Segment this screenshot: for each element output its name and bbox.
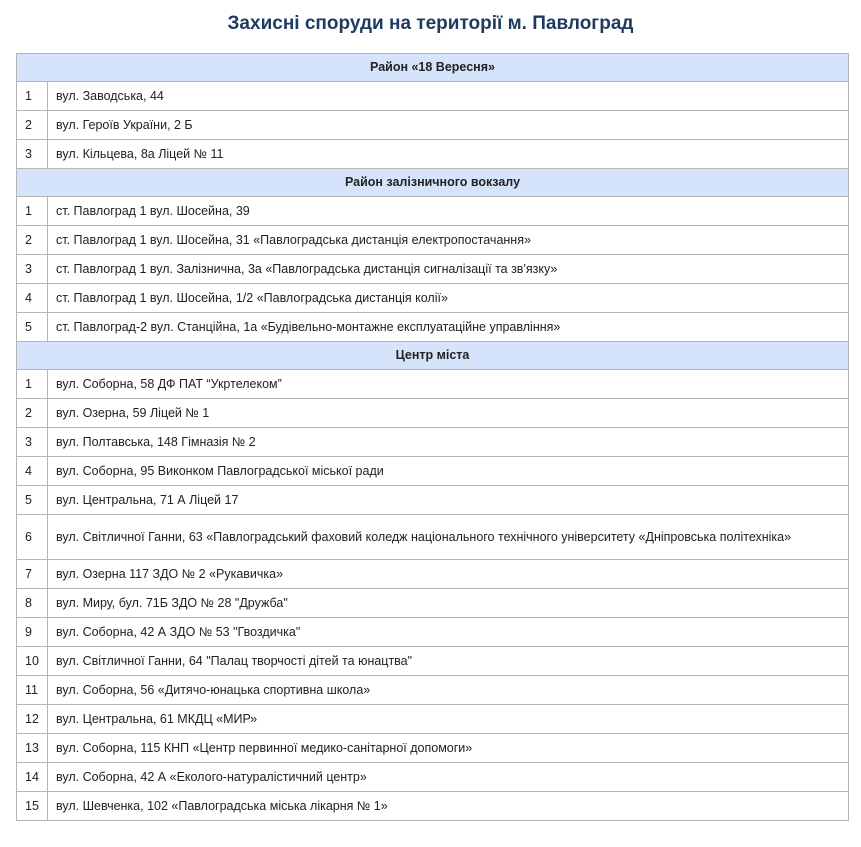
table-row: [17, 457, 849, 486]
shelter-address: вул. Озерна, 59 Ліцей № 1: [48, 399, 849, 428]
row-number: 2: [17, 226, 48, 255]
row-number: 3: [17, 428, 48, 457]
row-number: 7: [17, 560, 48, 589]
shelter-address: вул. Озерна 117 ЗДО № 2 «Рукавичка»: [48, 560, 849, 589]
table-row: [17, 284, 849, 313]
shelter-address: вул. Полтавська, 148 Гімназія № 2: [48, 428, 849, 457]
shelters-table-body: [17, 54, 849, 821]
page-title: Захисні споруди на території м. Павлоград: [227, 13, 634, 34]
row-number: 5: [17, 486, 48, 515]
row-number: 1: [17, 197, 48, 226]
section-header-row: [17, 342, 849, 370]
table-row: [17, 111, 849, 140]
row-number: 2: [17, 111, 48, 140]
row-number: 4: [17, 284, 48, 313]
table-row: [17, 140, 849, 169]
shelters-table: [16, 53, 849, 821]
row-number: 5: [17, 313, 48, 342]
table-row: [17, 370, 849, 399]
shelter-address: вул. Центральна, 61 МКДЦ «МИР»: [48, 705, 849, 734]
row-number: 6: [17, 515, 48, 560]
table-row: [17, 792, 849, 821]
row-number: 1: [17, 370, 48, 399]
row-number: 9: [17, 618, 48, 647]
table-row: [17, 763, 849, 792]
table-row: [17, 515, 849, 560]
table-row: [17, 486, 849, 515]
shelter-address: вул. Центральна, 71 А Ліцей 17: [48, 486, 849, 515]
table-row: [17, 255, 849, 284]
shelter-address: ст. Павлоград 1 вул. Залізнична, 3а «Павлоградська дистанція сигналізації та зв'язку»: [48, 255, 849, 284]
table-row: [17, 313, 849, 342]
row-number: 11: [17, 676, 48, 705]
section-header-row: [17, 169, 849, 197]
table-row: [17, 589, 849, 618]
row-number: 1: [17, 82, 48, 111]
table-row: [17, 399, 849, 428]
row-number: 13: [17, 734, 48, 763]
table-row: [17, 560, 849, 589]
row-number: 14: [17, 763, 48, 792]
shelter-address: вул. Світличної Ганни, 64 "Палац творчості дітей та юнацтва": [48, 647, 849, 676]
section-header-row: [17, 54, 849, 82]
table-row: [17, 676, 849, 705]
shelter-address: вул. Кільцева, 8а Ліцей № 11: [48, 140, 849, 169]
row-number: 10: [17, 647, 48, 676]
row-number: 2: [17, 399, 48, 428]
shelter-address: вул. Соборна, 42 А «Еколого-натуралістичний центр»: [48, 763, 849, 792]
row-number: 4: [17, 457, 48, 486]
table-row: [17, 82, 849, 111]
table-row: [17, 618, 849, 647]
section-heading: Район «18 Вересня»: [17, 54, 849, 82]
shelter-address: вул. Заводська, 44: [48, 82, 849, 111]
section-heading: Центр міста: [17, 342, 849, 370]
row-number: 3: [17, 255, 48, 284]
table-row: [17, 226, 849, 255]
shelter-address: ст. Павлоград-2 вул. Станційна, 1а «Будівельно-монтажне експлуатаційне управління»: [48, 313, 849, 342]
shelter-address: вул. Соборна, 95 Виконком Павлоградської міської ради: [48, 457, 849, 486]
shelter-address: ст. Павлоград 1 вул. Шосейна, 39: [48, 197, 849, 226]
shelter-address: вул. Соборна, 115 КНП «Центр первинної медико-санітарної допомоги»: [48, 734, 849, 763]
shelter-address: вул. Шевченка, 102 «Павлоградська міська лікарня № 1»: [48, 792, 849, 821]
shelter-address: вул. Соборна, 42 А ЗДО № 53 "Гвоздичка": [48, 618, 849, 647]
row-number: 3: [17, 140, 48, 169]
row-number: 8: [17, 589, 48, 618]
shelter-address: вул. Героїв України, 2 Б: [48, 111, 849, 140]
shelter-address: вул. Соборна, 58 ДФ ПАТ “Укртелеком”: [48, 370, 849, 399]
shelter-address: вул. Світличної Ганни, 63 «Павлоградський фаховий коледж національного технічного університету «Дніпровська політехніка»: [48, 515, 849, 560]
row-number: 12: [17, 705, 48, 734]
table-row: [17, 428, 849, 457]
table-row: [17, 647, 849, 676]
shelter-address: ст. Павлоград 1 вул. Шосейна, 31 «Павлоградська дистанція електропостачання»: [48, 226, 849, 255]
shelter-address: вул. Соборна, 56 «Дитячо-юнацька спортивна школа»: [48, 676, 849, 705]
shelter-address: вул. Миру, бул. 71Б ЗДО № 28 "Дружба": [48, 589, 849, 618]
table-row: [17, 197, 849, 226]
section-heading: Район залізничного вокзалу: [17, 169, 849, 197]
table-row: [17, 705, 849, 734]
row-number: 15: [17, 792, 48, 821]
shelter-address: ст. Павлоград 1 вул. Шосейна, 1/2 «Павлоградська дистанція колії»: [48, 284, 849, 313]
table-row: [17, 734, 849, 763]
